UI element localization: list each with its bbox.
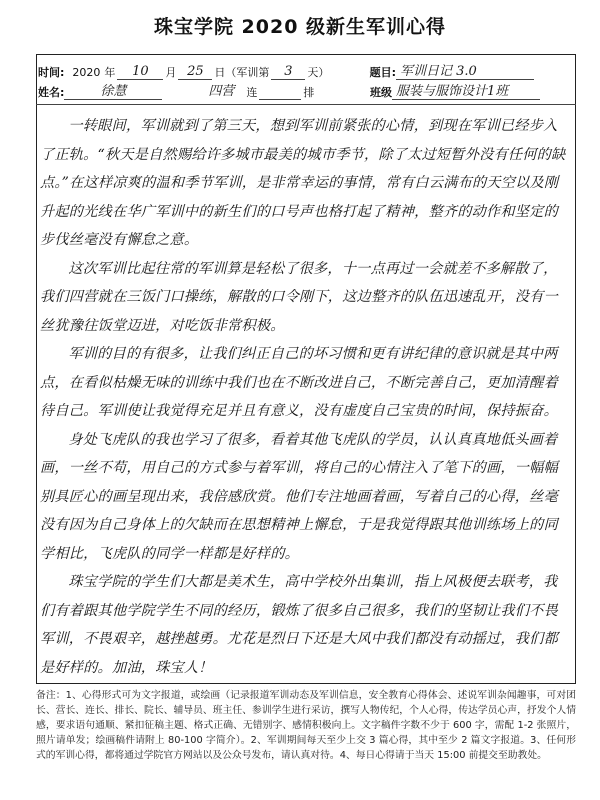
- topic-value: 军训日记 3.0: [396, 65, 534, 80]
- body-paragraph: 一转眼间，军训就到了第三天，想到军训前紧张的心情，到现在军训已经步入了正轨。“秋天是自然赐给许多城市最美的城市季节，除了太过短暂外没有任何的缺点。”在这样凉爽的温和季节军训，是非常幸运的事情，常有白云满布的天空以及刚升起的光线在华广军训中的新生们的口号声也格打起了精神，整齐的动作和坚定的步伐丝毫没有懈怠之意。: [40, 118, 566, 248]
- day-value: 25: [178, 65, 212, 80]
- header-divider: [36, 104, 576, 105]
- month-value: 10: [117, 65, 163, 80]
- class-value: 服装与服饰设计1班: [392, 85, 540, 100]
- training-day-value: 3: [271, 65, 305, 80]
- body-paragraph: 珠宝学院的学生们大都是美术生，高中学校外出集训，指上风极便去联考，我们有着跟其他学院学生不同的经历，锻炼了很多自己很多，我们的坚韧让我们不畏军训，不畏艰辛，越挫越勇。尤花是烈日下还是大风中我们都没有动摇过，我们都是好样的。加油，珠宝人！: [40, 574, 558, 676]
- platoon-suffix: 排: [303, 86, 315, 99]
- company-value: 四营: [208, 84, 235, 99]
- body-paragraph: 身处飞虎队的我也学习了很多，看着其他飞虎队的学员，认认真真地低头画着画，一丝不苟，用自己的方式参与着军训，将自己的心情注入了笔下的画，一幅幅别具匠心的画呈现出来，我倍感欣赏。他们专注地画着画，写着自己的心得，丝毫没有因为自己身体上的欠缺而在思想精神上懈怠，于是我觉得跟其他训练场上的同学相比，飞虎队的同学一样都是好样的。: [40, 431, 558, 562]
- body-paragraph: 军训的目的有很多，让我们纠正自己的坏习惯和更有讲纪律的意识就是其中两点，在看似枯燥无味的训练中我们也在不断改进自己，不断完善自己，更加清醒着待自己。军训使让我觉得充足并且有意义，没有虚度自己宝贵的时间，保持振奋。: [40, 346, 558, 419]
- footnote-remarks: 备注：1、心得形式可为文字报道，或绘画（记录报道军训动态及军训信息，安全教育心得体会、述说军训杂闻趣事，可对团长、营长、连长、排长、院长、辅导员、班主任、参训学生进行采访，撰写人物传纪，个人心得，传达学员心声，抒发个人情感，要求语句通顺、紧扣征稿主题、格式正确、无错别字、感情积极向上。文字稿件字数不少于 600 字，需配 1-2 张照片，照片请单发；绘画稿件请附上 80-100 字简介）。2、军训期间每天至少上交 3 篇心得，其中至少 2 篇文字报道。3、任何形式的军训心得，都将通过学院官方网站以及公众号发布，请认真对待。4、每日心得请于当天 15:00 前提交至助教处。: [36, 690, 576, 761]
- year-suffix: 年: [104, 66, 116, 79]
- platoon-value: [259, 85, 301, 100]
- class-label: 班级: [370, 86, 392, 99]
- day-suffix: 日（军训第: [214, 66, 270, 79]
- document-title: 珠宝学院 2020 级新生军训心得: [153, 16, 447, 38]
- topic-label: 题目:: [369, 66, 396, 79]
- time-label: 时间:: [38, 66, 65, 79]
- header-row-name: [38, 80, 574, 104]
- name-value: 徐慧: [64, 85, 162, 100]
- name-label: 姓名:: [38, 86, 65, 99]
- training-day-suffix: 天）: [307, 66, 330, 79]
- year-value: 2020: [72, 65, 101, 79]
- company-suffix: 连: [246, 86, 258, 99]
- handwritten-body: [40, 112, 570, 678]
- body-paragraph: 这次军训比起往常的军训算是轻松了很多，十一点再过一会就差不多解散了，我们四营就在三饭门口操练，解散的口令刚下，这边整齐的队伍迅速乱开，没有一丝犹豫往饭堂迈进，对吃饭非常积极。: [40, 260, 558, 334]
- month-suffix: 月: [165, 66, 177, 79]
